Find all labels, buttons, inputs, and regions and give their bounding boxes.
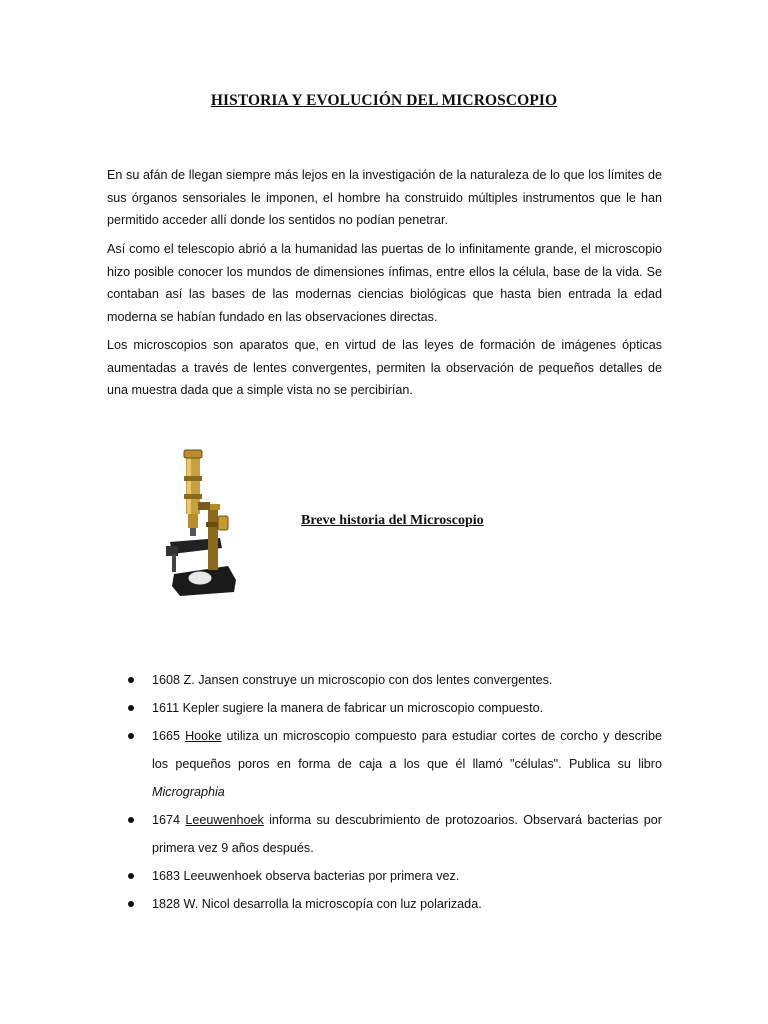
timeline-entry-text: 1608 Z. Jansen construye un microscopio con dos lentes convergentes. [152, 673, 553, 687]
timeline-entry-text: utiliza un microscopio compuesto para estudiar cortes de corcho y describe los pequeños poros en forma de caja a los que él llamó "células". Publica su libro [152, 729, 662, 771]
list-item [126, 890, 662, 918]
bullet-icon [128, 901, 134, 907]
paragraph-intro: En su afán de llegan siempre más lejos en la investigación de la naturaleza de lo que los límites de sus órganos sensoriales le imponen, el hombre ha construido múltiples instrumentos que le han permitido acceder allí donde los sentidos no podían penetrar. [107, 168, 662, 227]
list-item [126, 806, 662, 862]
list-item [126, 862, 662, 890]
list-item [126, 722, 662, 806]
timeline-entry-text: informa su descubrimiento de protozoarios. Observará bacterias por primera vez 9 años después. [152, 813, 662, 855]
microscope-illustration [162, 446, 242, 598]
timeline-entry-year: 1674 [152, 813, 181, 827]
paragraph-telescope: Así como el telescopio abrió a la humanidad las puertas de lo infinitamente grande, el microscopio hizo posible conocer los mundos de dimensiones ínfimas, entre ellos la célula, base de la vida. Se contaban así las bases de las modernas ciencias biológicas que hasta bien entrada la edad moderna se habían fundado en las observaciones directas. [107, 242, 662, 324]
timeline-entry-text: 1611 Kepler sugiere la manera de fabricar un microscopio compuesto. [152, 701, 544, 715]
section-title: Breve historia del Microscopio [301, 513, 484, 528]
timeline-entry-year: 1665 [152, 729, 181, 743]
hooke-link[interactable]: Hooke [185, 729, 222, 743]
paragraph-definition: Los microscopios son aparatos que, en virtud de las leyes de formación de imágenes ópticas aumentadas a través de lentes convergentes, permiten la observación de pequeños detalles de una muestra dada que a simple vista no se percibirían. [107, 338, 662, 397]
timeline-entry-text: 1683 Leeuwenhoek observa bacterias por primera vez. [152, 869, 460, 883]
document-title: HISTORIA Y EVOLUCIÓN DEL MICROSCOPIO [210, 92, 558, 109]
bullet-icon [128, 705, 134, 711]
timeline-entry-text: 1828 W. Nicol desarrolla la microscopía con luz polarizada. [152, 897, 482, 911]
leeuwenhoek-link[interactable]: Leeuwenhoek [185, 813, 264, 827]
book-title: Micrographia [152, 785, 225, 799]
timeline-list [126, 666, 662, 918]
bullet-icon [128, 733, 134, 739]
bullet-icon [128, 677, 134, 683]
bullet-icon [128, 817, 134, 823]
list-item [126, 694, 662, 722]
bullet-icon [128, 873, 134, 879]
list-item [126, 666, 662, 694]
